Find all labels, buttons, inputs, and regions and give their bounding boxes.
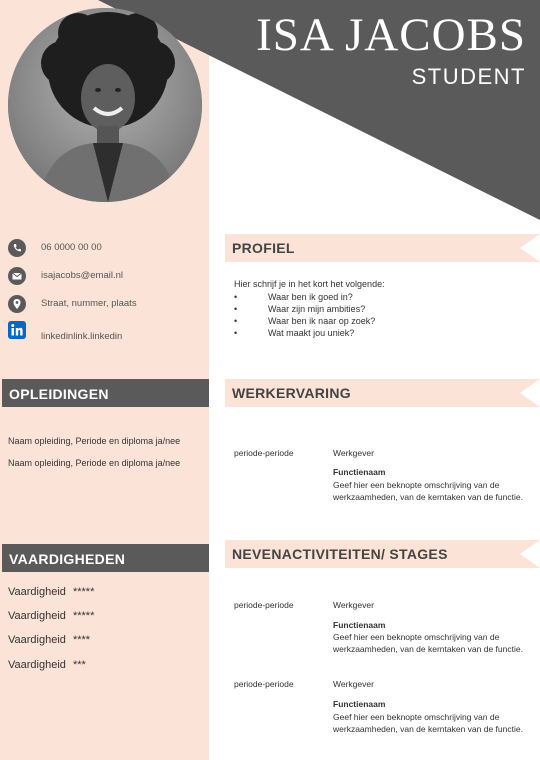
phone-icon	[8, 239, 26, 257]
education-item: Naam opleiding, Periode en diploma ja/nee	[8, 436, 181, 446]
skill-item	[8, 586, 94, 598]
activity-job-title: Functienaam	[333, 620, 386, 630]
skill-item	[8, 659, 86, 671]
skill-rating: *****	[72, 586, 95, 598]
address-text: Straat, nummer, plaats	[41, 298, 137, 309]
education-heading: OPLEIDINGEN	[2, 379, 209, 407]
profile-photo	[8, 8, 202, 202]
experience-period: periode-periode	[234, 448, 294, 458]
linkedin-text[interactable]: linkedinlink.linkedin	[41, 331, 123, 342]
activities-heading-text: NEVENACTIVITEITEN/ STAGES	[232, 546, 448, 562]
skill-label: Vaardigheid	[8, 634, 66, 646]
education-item: Naam opleiding, Periode en diploma ja/nee	[8, 458, 181, 468]
skill-label: Vaardigheid	[8, 659, 66, 671]
list-item: • Wat maakt jou uniek?	[234, 328, 355, 338]
skills-heading: VAARDIGHEDEN	[2, 544, 209, 572]
candidate-name: ISA JACOBS	[256, 9, 526, 61]
phone-text: 06 0000 00 00	[41, 242, 102, 253]
activity-employer: Werkgever	[333, 600, 374, 610]
candidate-title: STUDENT	[411, 64, 526, 89]
profile-intro: Hier schrijf je in het kort het volgende:	[234, 279, 385, 289]
skill-item	[8, 610, 94, 622]
list-item: • Waar ben ik naar op zoek?	[234, 316, 376, 326]
list-item: • Waar ben ik goed in?	[234, 292, 353, 302]
experience-description: Geef hier een beknopte omschrijving van de werkzaamheden, van de kerntaken van de functie.	[333, 480, 523, 502]
profile-heading	[225, 234, 540, 262]
email-icon	[8, 267, 26, 285]
profile-heading-text: PROFIEL	[232, 240, 295, 256]
profile-list	[234, 292, 375, 340]
skill-item	[8, 634, 90, 646]
activity-period: periode-periode	[234, 679, 294, 689]
activities-heading	[225, 540, 540, 568]
email-text[interactable]: isajacobs@email.nl	[41, 270, 123, 281]
skill-rating: ****	[72, 634, 91, 646]
skill-rating: *****	[72, 610, 95, 622]
skill-label: Vaardigheid	[8, 586, 66, 598]
activity-description: Geef hier een beknopte omschrijving van de werkzaamheden, van de kerntaken van de functie.	[333, 712, 523, 734]
skill-rating: ***	[72, 659, 86, 671]
activity-description: Geef hier een beknopte omschrijving van de werkzaamheden, van de kerntaken van de functie.	[333, 632, 523, 654]
experience-job-title: Functienaam	[333, 467, 386, 477]
linkedin-icon	[8, 321, 26, 339]
experience-employer: Werkgever	[333, 448, 374, 458]
list-item: • Waar zijn mijn ambities?	[234, 304, 366, 314]
activity-job-title: Functienaam	[333, 699, 386, 709]
activity-period: periode-periode	[234, 600, 294, 610]
experience-heading	[225, 379, 540, 407]
experience-heading-text: WERKERVARING	[232, 385, 351, 401]
skill-label: Vaardigheid	[8, 610, 66, 622]
activity-employer: Werkgever	[333, 679, 374, 689]
location-icon	[8, 295, 26, 313]
